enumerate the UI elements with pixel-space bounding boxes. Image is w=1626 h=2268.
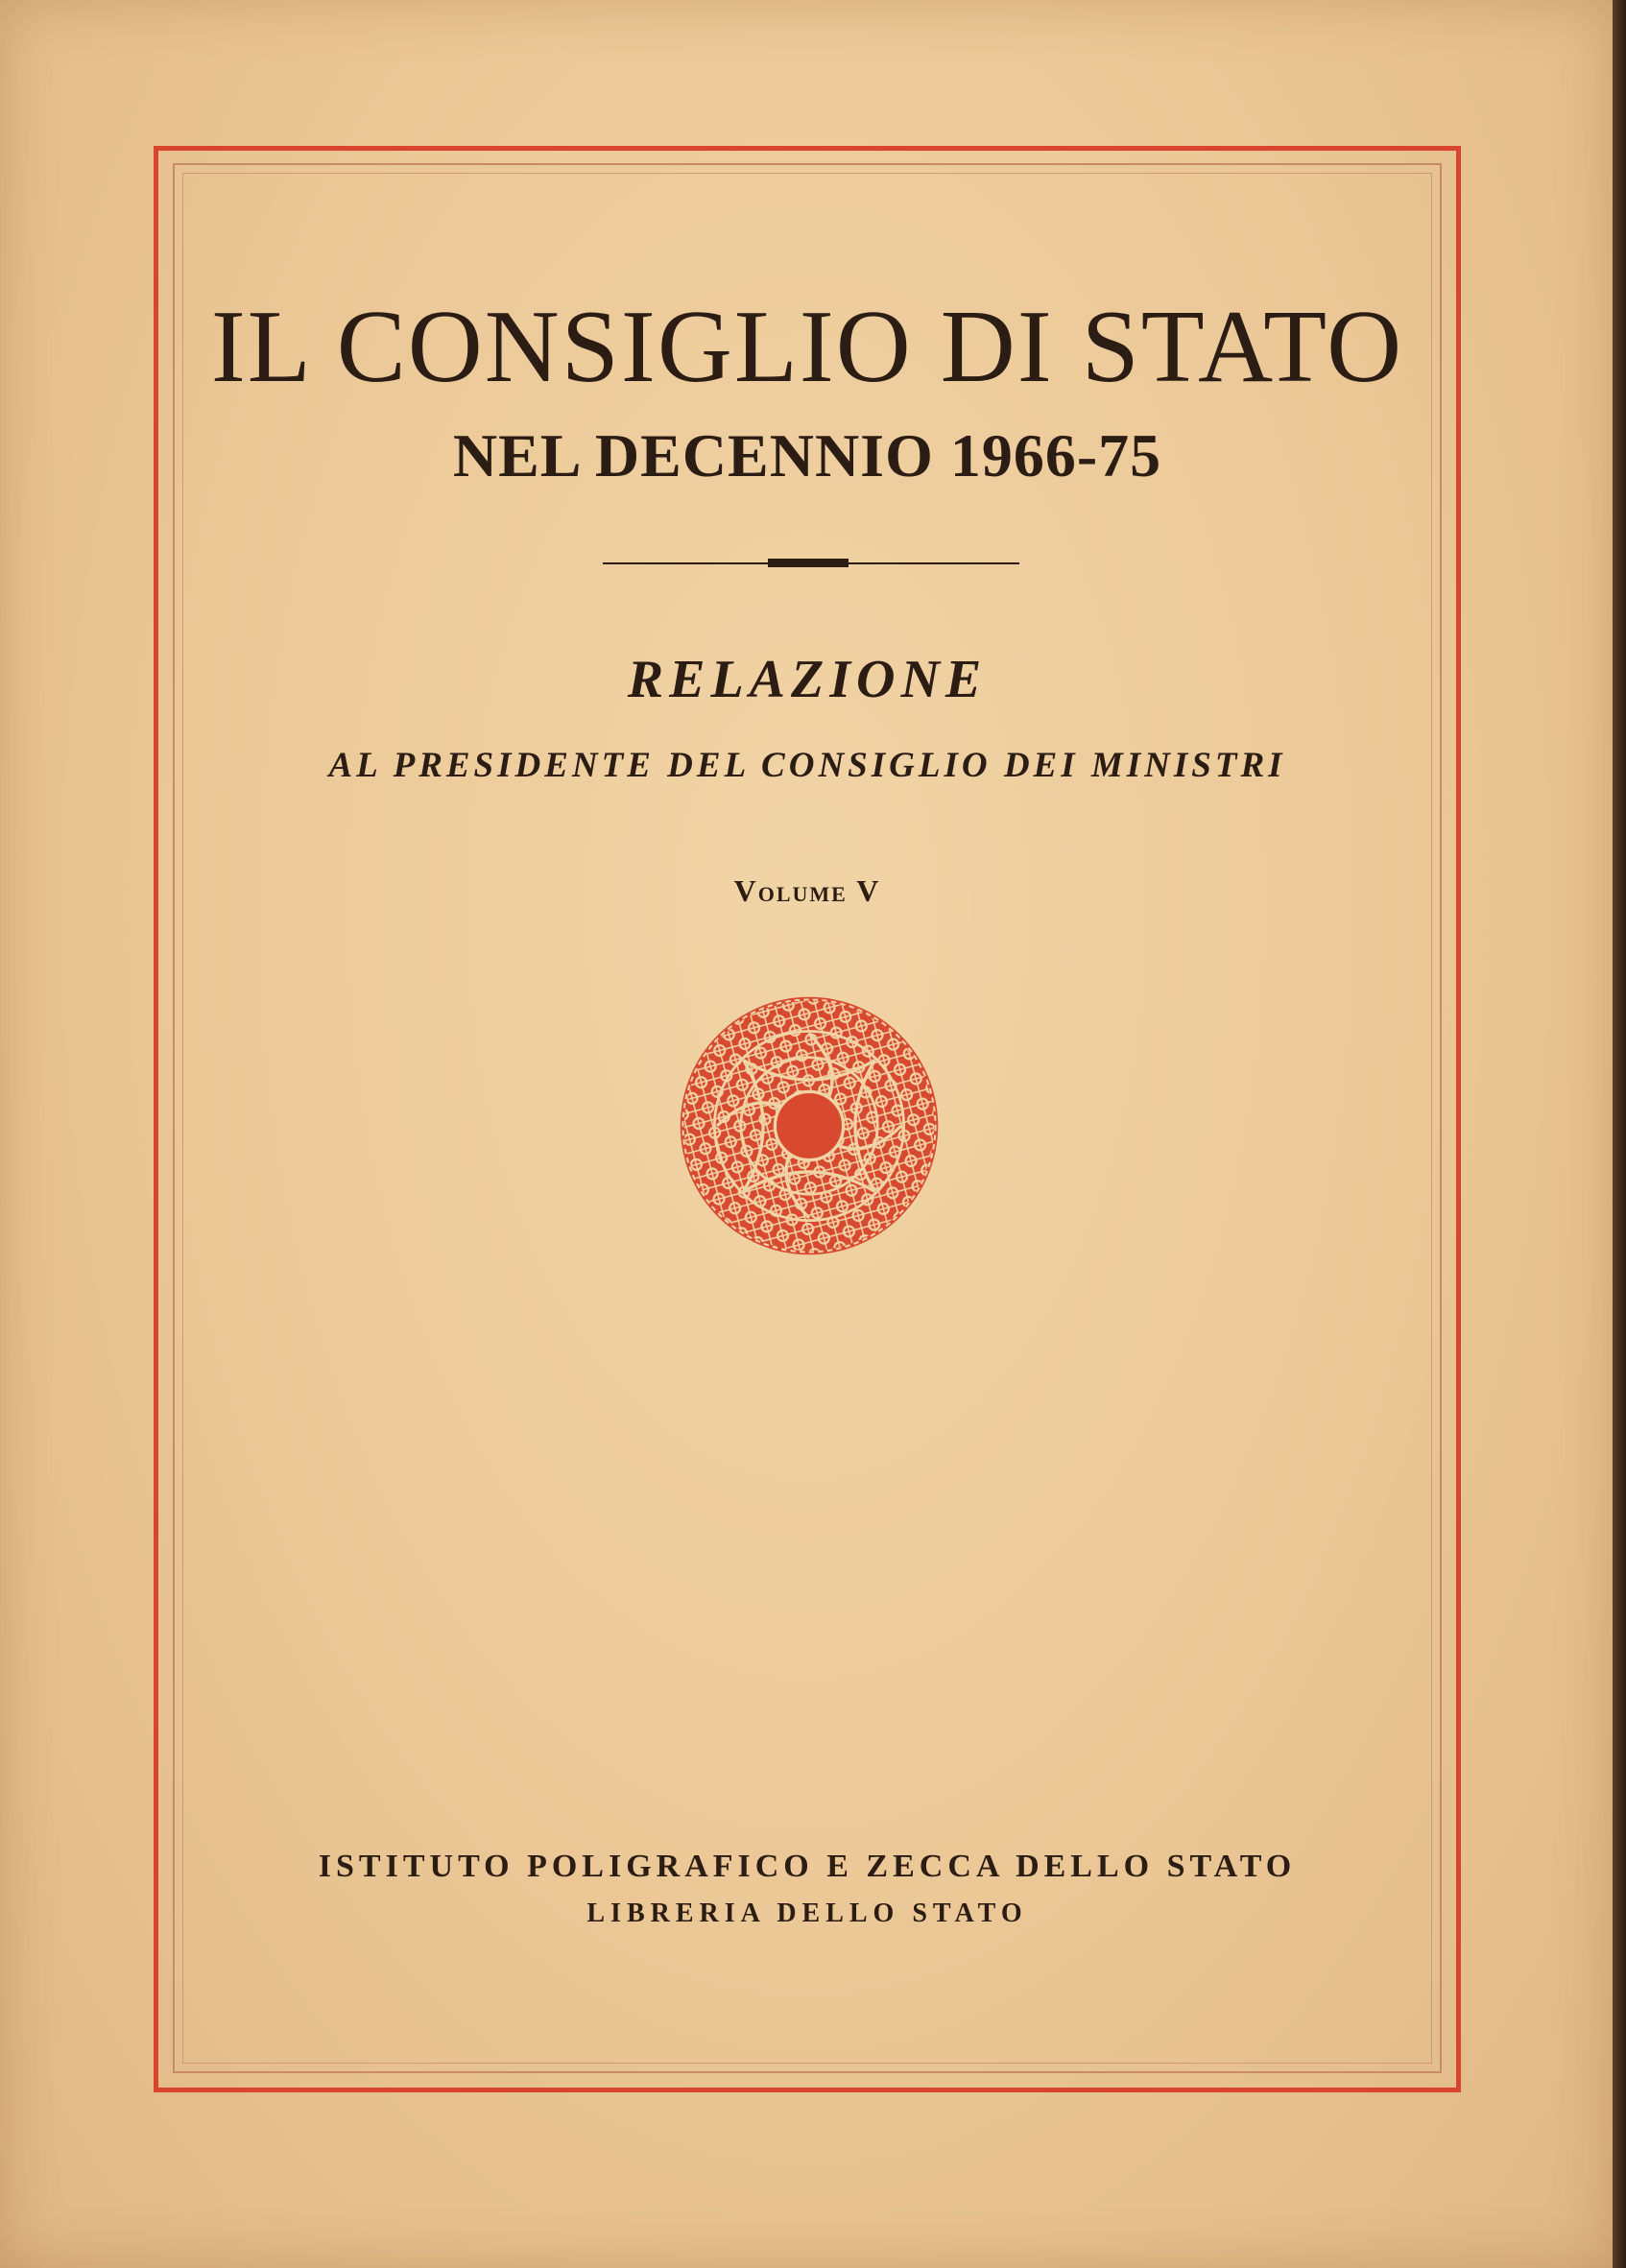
divider-left [603,562,768,564]
divider-right [849,562,1019,564]
cover-edge-shadow [1613,0,1626,2268]
report-recipient: AL PRESIDENTE DEL CONSIGLIO DEI MINISTRI [328,746,1286,785]
volume-label: Volume V [733,873,881,908]
cover-subtitle: NEL DECENNIO 1966-75 [452,421,1162,489]
divider-center [768,559,849,567]
cover-title: IL CONSIGLIO DI STATO [210,290,1404,404]
imprint-name: LIBRERIA DELLO STATO [586,1898,1028,1928]
report-title: RELAZIONE [627,650,988,709]
emblem-icon [678,994,941,1257]
publisher-name: ISTITUTO POLIGRAFICO E ZECCA DELLO STATO [318,1849,1297,1884]
